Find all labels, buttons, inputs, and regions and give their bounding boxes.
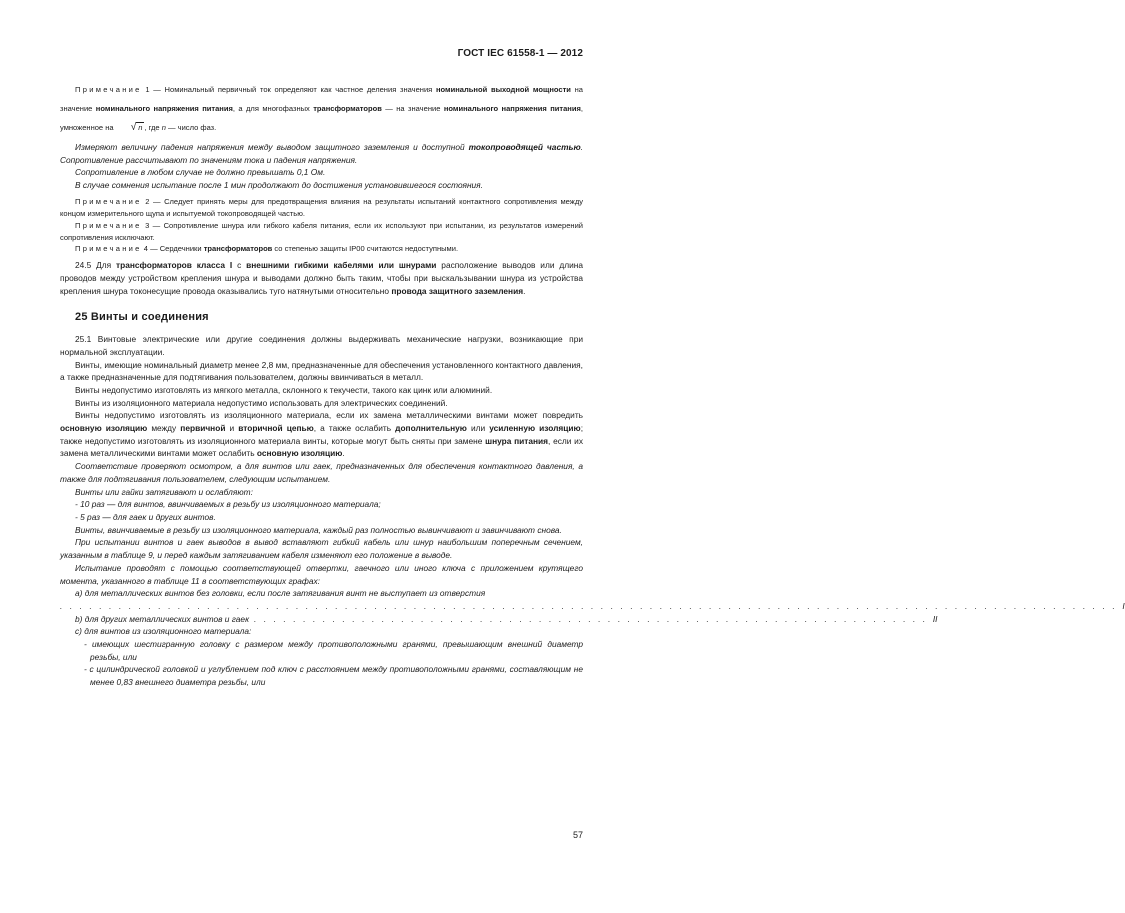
section-25-heading: 25 Винты и соединения bbox=[75, 311, 209, 324]
measure-paragraph: Измеряют величину падения напряжения между выводом защитного заземления и доступной токопроводящей частью. Сопротивление рассчитывают по значениям тока и падения напряжения. bbox=[60, 142, 583, 165]
compliance-paragraph: Соответствие проверяют осмотром, а для винтов или гаек, предназначенных для обеспечения контактного давления, а также для подтягивания пользователем, следующим испытанием. bbox=[60, 461, 583, 484]
item-a bbox=[60, 587, 1125, 612]
item-b: b) для других металлических винтов и гаек . . . . . . . . . . . . . . . . . . . . . . . . . . . . . . . . . . . . . . . . . . . . . . . . . . . . . . . . . . . . . . . . . . . . . II bbox=[75, 613, 938, 624]
page-number: 57 bbox=[572, 830, 583, 840]
resistance-limit-paragraph: Сопротивление в любом случае не должно превышать 0,1 Ом. bbox=[75, 167, 326, 178]
note-2: Примечание 2 — Следует принять меры для предотвращения влияния на результаты испытаний контактного сопротивления между концом измерительного щупа и испытуемой токопроводящей частью. bbox=[60, 196, 583, 218]
insulation-replacement-paragraph: Винты недопустимо изготовлять из изоляционного материала, если их замена металлическими винтами может повредить основную изоляцию между первичной и вторичной цепью, а также ослабить дополнительную или усиленную изоляцию; также недопустимо изготовлять из изоляционного материала винты, которые могут быть сняты при замене шнура питания, если их замена металлическими винтами может ослабить основную изоляцию. bbox=[60, 410, 584, 459]
note-4: Примечание 4 — Сердечники трансформаторов со степенью защиты IP00 считаются недоступными. bbox=[75, 244, 459, 254]
list-item-10-times: - 10 раз — для винтов, ввинчиваемых в резьбу из изоляционного материала; bbox=[75, 499, 381, 510]
note-3: Примечание 3 — Сопротивление шнура или гибкого кабеля питания, если их используют при испытании, из результатов измерений сопротивления исключают. bbox=[60, 220, 583, 242]
item-a-dots: . . . . . . . . . . . . . . . . . . . . . . . . . . . . . . . . . . . . . . . . . . . . . . . . . . . . . . . . . . . . . . . . . . . . . . . . . . . . . . . . . . . . . . . . . . . . . . . . . . . . . . . . . . . . bbox=[60, 600, 1118, 611]
item-a-leader-row bbox=[60, 600, 1125, 613]
insulating-material-paragraph: Винты из изоляционного материала недопустимо использовать для электрических соединений. bbox=[75, 397, 448, 408]
unscrew-paragraph: Винты, ввинчиваемые в резьбу из изоляционного материала, каждый раз полностью вывинчивают и завинчивают снова. bbox=[75, 524, 562, 535]
item-a-text: a) для металлических винтов без головки, если после затягивания винт не выступает из отверстия bbox=[75, 588, 486, 599]
item-c-cylinder-head: - с цилиндрической головкой и углублением под ключ с расстоянием между противоположными гранями, составляющим не менее 0,83 внешнего диаметра резьбы, или bbox=[84, 664, 583, 688]
soft-metal-paragraph: Винты недопустимо изготовлять из мягкого металла, склонного к текучести, такого как цинк или алюминий. bbox=[75, 384, 493, 395]
item-c-hex-head: - имеющих шестигранную головку с размером между противоположными гранями, превышающим внешний диаметр резьбы, или bbox=[84, 639, 583, 662]
item-a-column: I bbox=[1122, 600, 1125, 611]
terminal-test-paragraph: При испытании винтов и гаек выводов в вывод вставляют гибкий кабель или шнур наибольшим поперечным сечением, указанным в таблице 9, и перед каждым затягиванием кабеля изменяют его положение в выводе. bbox=[60, 537, 583, 561]
torque-test-paragraph: Испытание проводят с помощью соответствующей отвертки, гаечного или иного ключа с приложением крутящего момента, указанного в таблице 11 в соответствующих графах: bbox=[60, 562, 583, 586]
item-c: c) для винтов из изоляционного материала: bbox=[75, 626, 252, 637]
item-b-column: II bbox=[932, 613, 938, 624]
list-item-5-times: - 5 раз — для гаек и других винтов. bbox=[75, 512, 216, 522]
doubt-paragraph: В случае сомнения испытание после 1 мин продолжают до достижения установившегося состояния. bbox=[75, 180, 483, 191]
sqrt-n-formula: √ n bbox=[130, 122, 143, 133]
screws-diameter-paragraph: Винты, имеющие номинальный диаметр менее 2,8 мм, предназначенные для обеспечения установленного контактного давления, а также предназначенные для подтягивания пользователем, должны ввинчиваться в металл. bbox=[60, 359, 583, 383]
tighten-paragraph: Винты или гайки затягивают и ослабляют: bbox=[75, 486, 253, 497]
clause-25-1: 25.1 Винтовые электрические или другие соединения должны выдерживать механические нагрузки, возникающие при нормальной эксплуатации. bbox=[60, 334, 583, 357]
item-b-dots: . . . . . . . . . . . . . . . . . . . . . . . . . . . . . . . . . . . . . . . . . . . . . . . . . . . . . . . . . . . . . . . . . . . . . bbox=[254, 613, 928, 624]
clause-24-5: 24.5 Для трансформаторов класса I с внешними гибкими кабелями или шнурами расположение выводов или длина проводов между устройством крепления шнура и выводами должно быть таким, чтобы при выскальзывании шнура из устройства крепления шнура токонесущие провода оказывались туго натянутыми относительно провода защитного заземления. bbox=[60, 260, 583, 296]
page-content bbox=[60, 80, 1125, 689]
document-code-header: ГОСТ IEC 61558-1 — 2012 bbox=[457, 48, 583, 59]
note-1: Примечание 1 — Номинальный первичный ток определяют как частное деления значения номинальной выходной мощности на значение номинального напряжения питания, а для многофазных трансформаторов — на значение номинального напряжения питания, умноженное на √ n , где n — число фаз. bbox=[60, 80, 583, 137]
